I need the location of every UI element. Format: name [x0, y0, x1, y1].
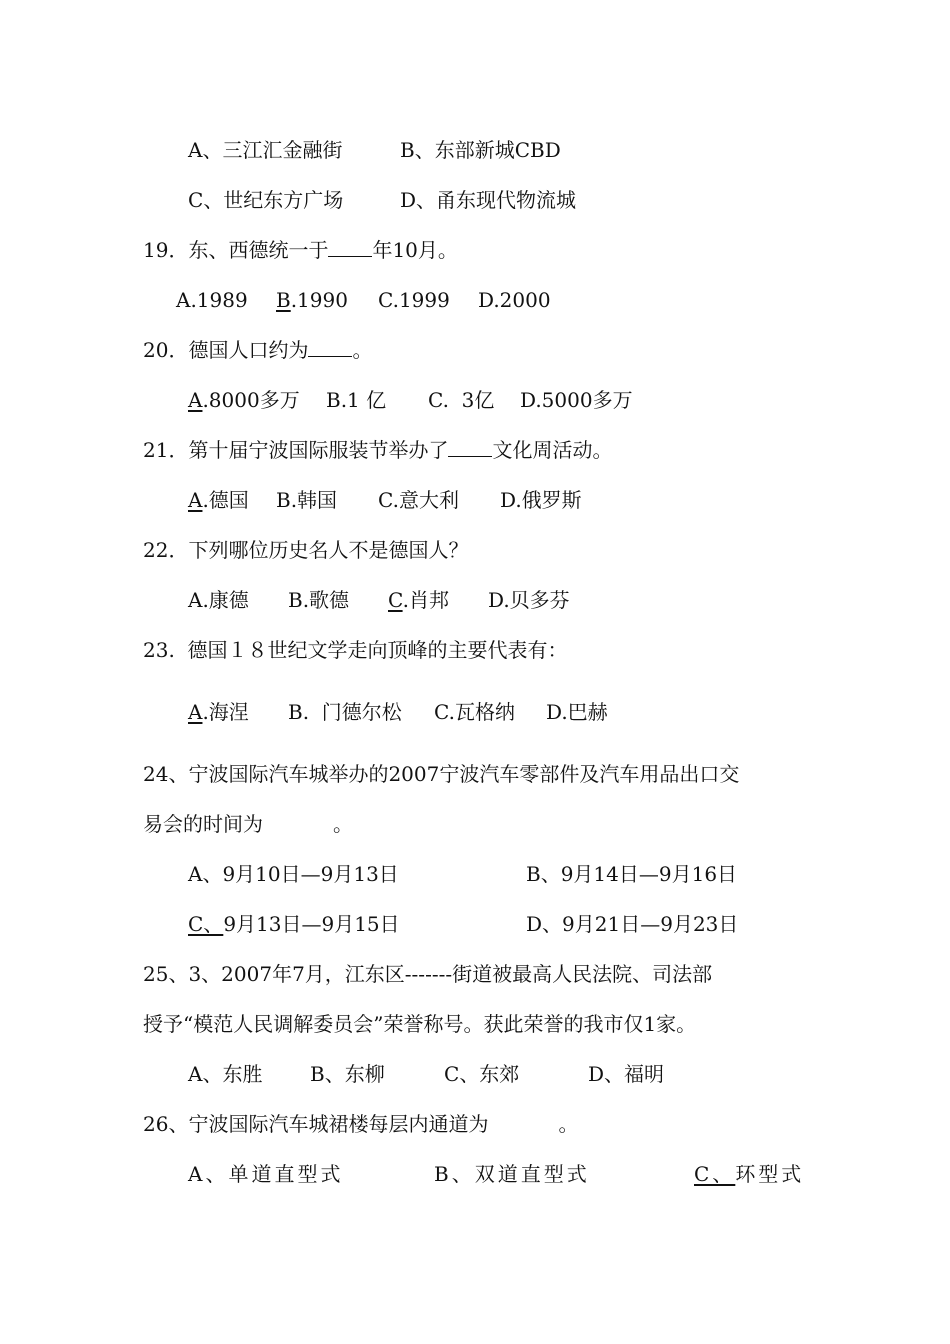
q21-question: 21．第十届宁波国际服装节举办了 文化周活动。 [143, 438, 613, 462]
q24-question-line1: 24、宁波国际汽车城举办的2007宁波汽车零部件及汽车用品出口交 [143, 762, 740, 786]
q19-option-c: C.1999 [378, 288, 450, 312]
q26-question: 26、宁波国际汽车城裙楼每层内通道为 。 [143, 1112, 579, 1136]
q25-question-line1: 25、3、2007年7月，江东区-------街道被最高人民法院、司法部 [143, 962, 713, 986]
q20-option-d: D.5000多万 [520, 388, 633, 412]
q20-option-c: C. 3亿 [428, 388, 495, 412]
q24-option-b: B、9月14日—9月16日 [526, 862, 738, 886]
q22-option-d: D.贝多芬 [488, 588, 570, 612]
q23-option-b: B. 门德尔松 [288, 700, 402, 724]
q25-option-c: C、东郊 [444, 1062, 520, 1086]
q26-option-c: C、环型式 [694, 1162, 805, 1186]
q24-option-a: A、9月10日—9月13日 [188, 862, 399, 886]
q19-option-b: B.1990 [276, 288, 348, 312]
q23-option-c: C.瓦格纳 [434, 700, 515, 724]
q25-option-a: A、东胜 [188, 1062, 263, 1086]
q22-option-a: A.康德 [188, 588, 249, 612]
q19-question: 19．东、西德统一于 年10月。 [143, 238, 458, 262]
q26-option-a: A、单道直型式 [188, 1162, 344, 1186]
q24-option-d: D、9月21日—9月23日 [526, 912, 739, 936]
q23-option-d: D.巴赫 [546, 700, 608, 724]
q21-option-d: D.俄罗斯 [500, 488, 582, 512]
q23-option-a: A.海涅 [188, 700, 249, 724]
q24-question-line2: 易会的时间为 。 [143, 812, 353, 836]
q26-option-b: B、双道直型式 [434, 1162, 590, 1186]
q18-option-a: A、三江汇金融街 [188, 138, 343, 162]
q19-option-d: D.2000 [478, 288, 551, 312]
q25-option-d: D、福明 [588, 1062, 665, 1086]
q18-option-d: D、甬东现代物流城 [400, 188, 577, 212]
q22-option-c: C.肖邦 [388, 588, 449, 612]
q18-option-b: B、东部新城CBD [400, 138, 561, 162]
q22-question: 22．下列哪位历史名人不是德国人？ [143, 538, 469, 562]
q21-option-a: A.德国 [188, 488, 249, 512]
q25-question-line2: 授予“模范人民调解委员会”荣誉称号。获此荣誉的我市仅1家。 [143, 1012, 697, 1036]
q25-option-b: B、东柳 [310, 1062, 385, 1086]
q22-option-b: B.歌德 [288, 588, 350, 612]
q21-option-c: C.意大利 [378, 488, 459, 512]
q20-question: 20．德国人口约为 。 [143, 338, 373, 362]
q24-option-c: C、9月13日—9月15日 [188, 912, 400, 936]
q23-question: 23. 德国１８世纪文学走向顶峰的主要代表有： [143, 638, 568, 662]
q20-option-a: A.8000多万 [188, 388, 300, 412]
q20-option-b: B.1 亿 [326, 388, 387, 412]
q21-option-b: B.韩国 [276, 488, 338, 512]
q19-option-a: A.1989 [176, 288, 248, 312]
q18-option-c: C、世纪东方广场 [188, 188, 344, 212]
